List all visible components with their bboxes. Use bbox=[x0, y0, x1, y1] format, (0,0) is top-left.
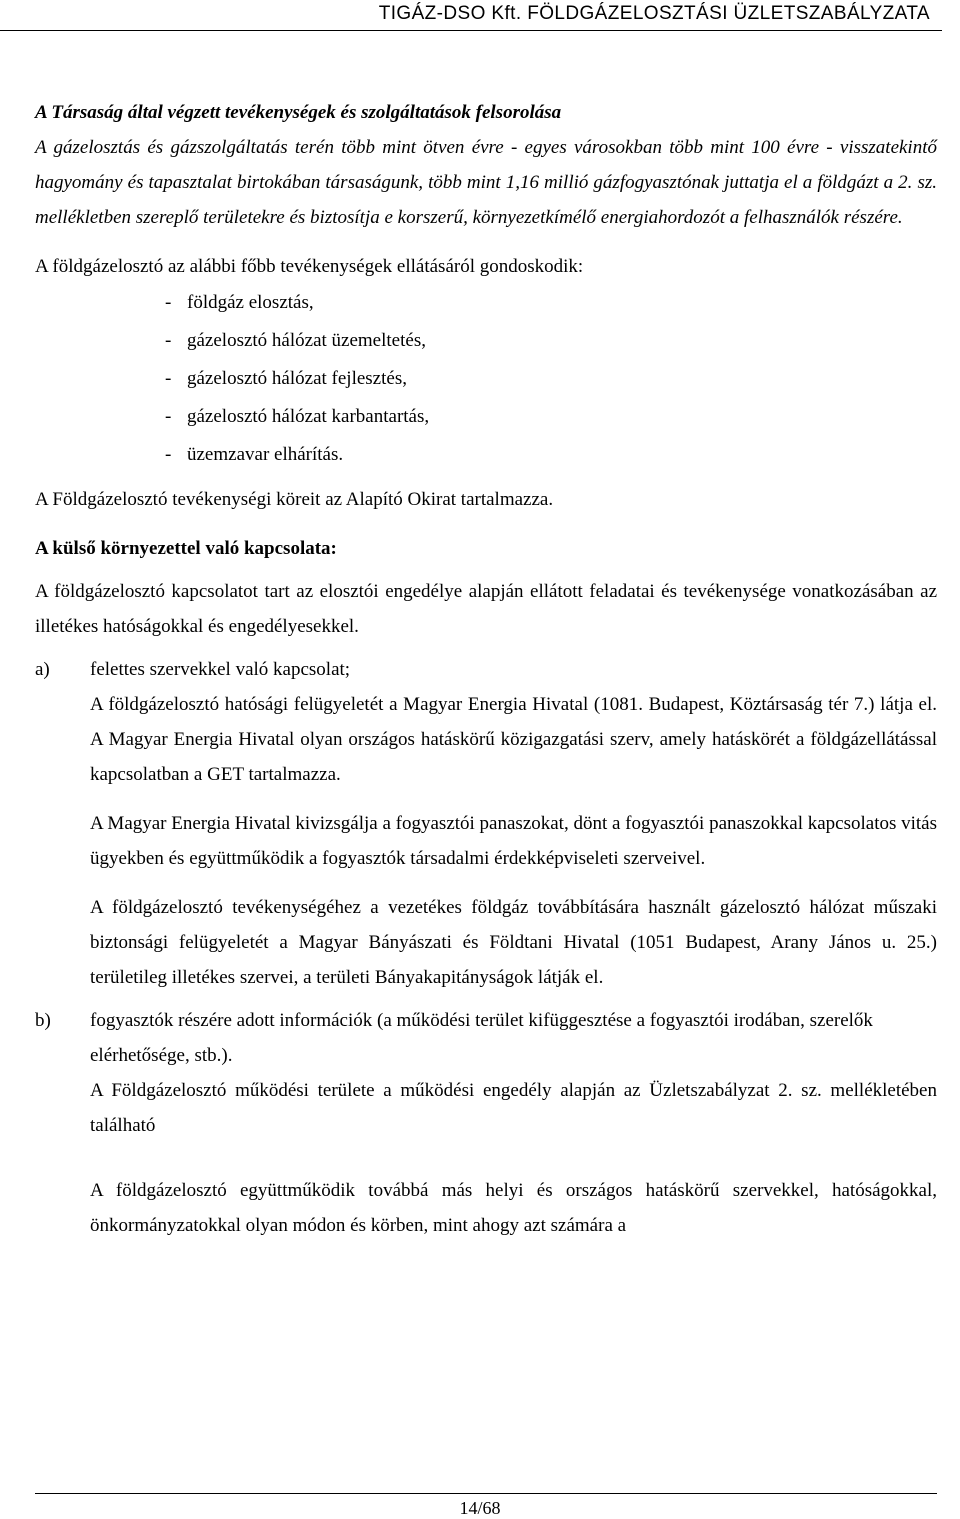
list-item: - gázelosztó hálózat fejlesztés, bbox=[165, 368, 407, 389]
item-a-title: felettes szervekkel való kapcsolat; bbox=[90, 659, 351, 680]
page-number: 14/68 bbox=[459, 1498, 501, 1518]
document-body bbox=[35, 95, 937, 1243]
intro-paragraph: A gázelosztás és gázszolgáltatás terén több mint ötven évre - egyes városokban több mint 100 évre - visszatekintő hagyomány és tapasztalat birtokában társaságunk, több mint 1,16 millió gázfogyasztónak juttatja el a földgázt a 2. sz. mellékletben szereplő területekre és biztosítja e korszerű, környezetkímélő energiahordozót a felhasználók részére. bbox=[35, 137, 937, 228]
footer-divider bbox=[35, 1493, 937, 1494]
activities-list bbox=[35, 284, 937, 474]
item-a-paragraph-1: A földgázelosztó hatósági felügyeletét a Magyar Energia Hivatal (1081. Budapest, Köztársaság tér 7.) látja el. A Magyar Energia Hivatal olyan országos hatáskörű közigazgatási szerv, amely hatáskörét a földgázellátással kapcsolatban a GET tartalmazza. bbox=[90, 694, 937, 785]
section-heading-relations: A külső környezettel való kapcsolata: bbox=[35, 538, 337, 559]
list-item: - üzemzavar elhárítás. bbox=[165, 444, 344, 465]
page-header bbox=[0, 0, 942, 31]
item-a-paragraph-3: A földgázelosztó tevékenységéhez a vezetékes földgáz továbbítására használt gázelosztó hálózat műszaki biztonsági felügyeletét a Magyar Bányászati és Földtani Hivatal (1051 Budapest, Arany János u. 25.) területileg illetékes szervei, a területi Bányakapitányságok látják el. bbox=[90, 897, 937, 988]
activities-closing: A Földgázelosztó tevékenységi köreit az Alapító Okirat tartalmazza. bbox=[35, 489, 554, 510]
activities-intro: A földgázelosztó az alábbi főbb tevékenységek ellátásáról gondoskodik: bbox=[35, 256, 584, 277]
relations-intro: A földgázelosztó kapcsolatot tart az elosztói engedélye alapján ellátott feladatai és tevékenysége vonatkozásában az illetékes hatóságokkal és engedélyesekkel. bbox=[35, 581, 937, 637]
list-item: - földgáz elosztás, bbox=[165, 292, 314, 313]
item-a-paragraph-2: A Magyar Energia Hivatal kivizsgálja a fogyasztói panaszokat, dönt a fogyasztói panaszokkal kapcsolatos vitás ügyekben és együttműködik a fogyasztók társadalmi érdekképviseleti szerveivel. bbox=[90, 813, 938, 869]
item-a-label: a) bbox=[35, 659, 50, 680]
item-b bbox=[35, 1003, 937, 1073]
item-b-label: b) bbox=[35, 1010, 51, 1031]
header-title: TIGÁZ-DSO Kft. FÖLDGÁZELOSZTÁSI ÜZLETSZABÁLYZATA bbox=[378, 3, 930, 24]
section-heading-activities: A Társaság által végzett tevékenységek és szolgáltatások felsorolása bbox=[35, 102, 562, 123]
item-a bbox=[35, 652, 937, 687]
item-b-paragraph-1: A Földgázelosztó működési területe a működési engedély alapján az Üzletszabályzat 2. sz. mellékletében található bbox=[90, 1080, 937, 1136]
item-b-paragraph-2: A földgázelosztó együttműködik továbbá más helyi és országos hatáskörű szervekkel, hatóságokkal, önkormányzatokkal olyan módon és körben, mint ahogy azt számára a bbox=[90, 1180, 937, 1236]
list-item: - gázelosztó hálózat üzemeltetés, bbox=[165, 330, 426, 351]
list-item: - gázelosztó hálózat karbantartás, bbox=[165, 406, 430, 427]
item-b-title: fogyasztók részére adott információk (a működési terület kifüggesztése a fogyasztói irodában, szerelők elérhetősége, stb.). bbox=[90, 1010, 873, 1066]
